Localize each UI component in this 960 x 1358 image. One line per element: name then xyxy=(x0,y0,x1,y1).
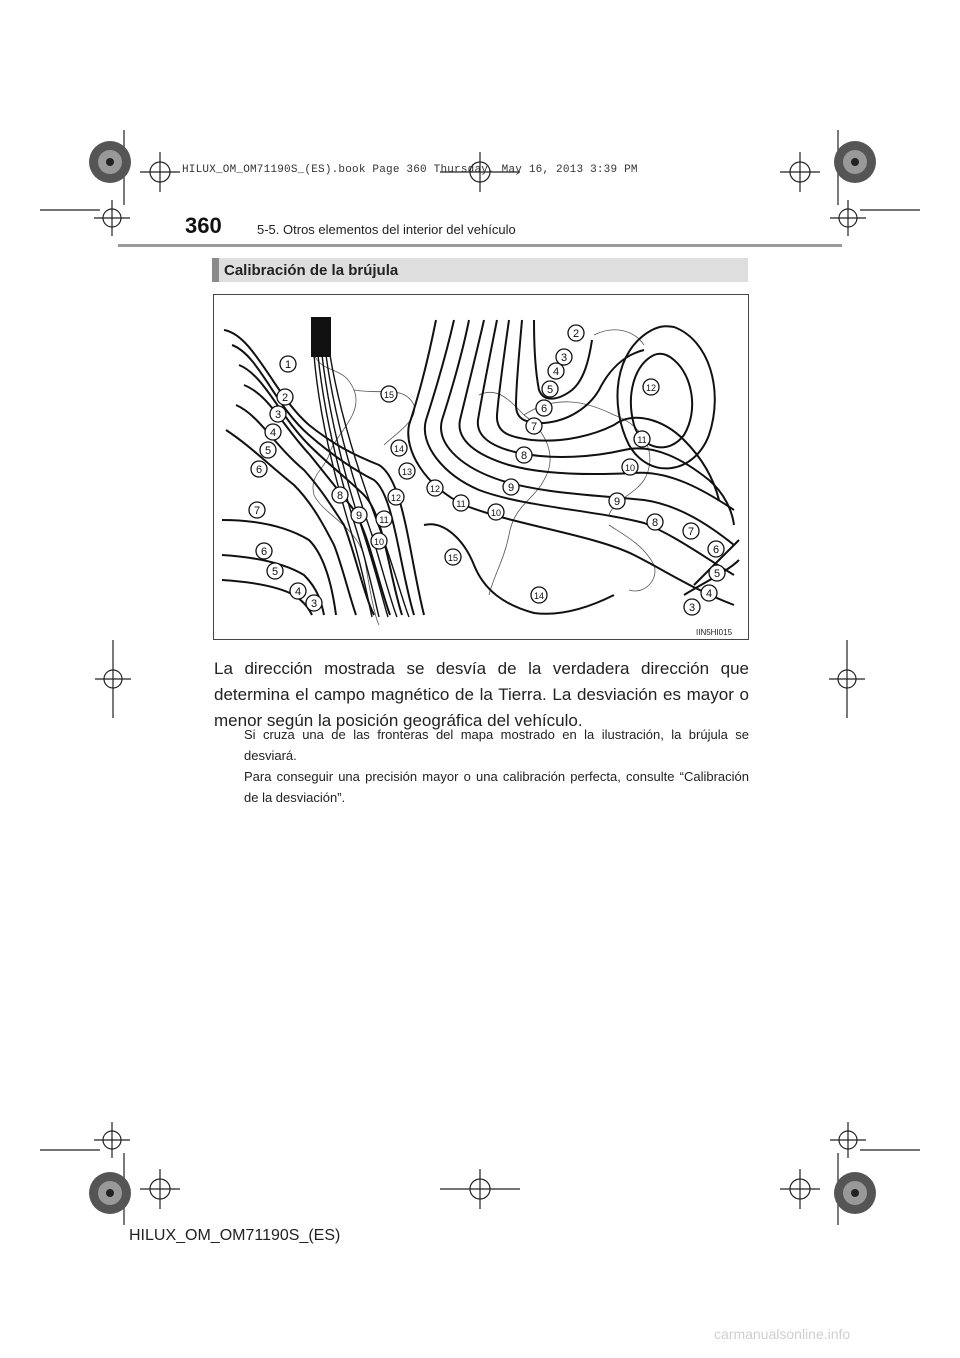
note-1: Si cruza una de las fronteras del mapa mostrado en la ilustración, la brújula se desviará. xyxy=(244,727,749,763)
svg-text:8: 8 xyxy=(520,450,528,462)
svg-text:8: 8 xyxy=(651,517,659,529)
svg-text:12: 12 xyxy=(390,493,402,503)
svg-text:3: 3 xyxy=(310,598,318,610)
svg-text:14: 14 xyxy=(393,444,405,454)
svg-text:12: 12 xyxy=(429,484,441,494)
zone-label-7 xyxy=(683,523,699,539)
svg-text:7: 7 xyxy=(687,526,695,538)
zone-label-12 xyxy=(427,480,443,496)
running-header: 5-5. Otros elementos del interior del vehículo xyxy=(257,222,516,237)
svg-text:2: 2 xyxy=(281,392,289,404)
zone-label-6 xyxy=(251,461,267,477)
svg-text:9: 9 xyxy=(507,482,515,494)
svg-text:4: 4 xyxy=(552,366,560,378)
zone-label-1 xyxy=(280,356,296,372)
zone-label-7 xyxy=(249,502,265,518)
zone-label-4 xyxy=(701,585,717,601)
svg-text:4: 4 xyxy=(269,427,277,439)
note-2: Para conseguir una precisión mayor o una calibración perfecta, consulte “Calibración de la desviación”. xyxy=(244,769,749,805)
isogonic-lines xyxy=(222,320,739,615)
svg-text:9: 9 xyxy=(355,510,363,522)
svg-text:15: 15 xyxy=(383,390,395,400)
zone-label-8 xyxy=(516,447,532,463)
svg-text:5: 5 xyxy=(264,445,272,457)
zone-label-9 xyxy=(503,479,519,495)
svg-text:9: 9 xyxy=(613,496,621,508)
svg-text:5: 5 xyxy=(546,384,554,396)
zone-label-2 xyxy=(568,325,584,341)
zone-label-13 xyxy=(399,463,415,479)
svg-text:14: 14 xyxy=(533,591,545,601)
svg-text:4: 4 xyxy=(705,588,713,600)
svg-text:3: 3 xyxy=(274,409,282,421)
zone-label-10 xyxy=(488,504,504,520)
zone-label-6 xyxy=(708,541,724,557)
zone-label-11 xyxy=(376,511,392,527)
book-file-tag: HILUX_OM_OM71190S_(ES).book Page 360 Thursday, May 16, 2013 3:39 PM xyxy=(182,164,638,176)
svg-text:5: 5 xyxy=(713,568,721,580)
svg-text:12: 12 xyxy=(645,383,657,393)
zone-label-12 xyxy=(643,379,659,395)
svg-text:6: 6 xyxy=(712,544,720,556)
zone-label-2 xyxy=(277,389,293,405)
svg-text:6: 6 xyxy=(260,546,268,558)
zone-label-15 xyxy=(381,386,397,402)
zone-label-5 xyxy=(709,565,725,581)
svg-text:5: 5 xyxy=(271,566,279,578)
svg-text:10: 10 xyxy=(490,508,502,518)
zone-label-3 xyxy=(270,406,286,422)
svg-text:6: 6 xyxy=(255,464,263,476)
zone-label-4 xyxy=(290,583,306,599)
watermark: carmanualsonline.info xyxy=(714,1326,851,1342)
zone-label-3 xyxy=(556,349,572,365)
svg-text:13: 13 xyxy=(401,467,413,477)
zone-label-4 xyxy=(548,363,564,379)
zone-label-10 xyxy=(622,459,638,475)
zone-label-4 xyxy=(265,424,281,440)
zone-map xyxy=(214,295,750,641)
zone-label-14 xyxy=(531,587,547,603)
compass-zone-map-figure xyxy=(213,294,749,640)
svg-text:7: 7 xyxy=(530,421,538,433)
svg-text:7: 7 xyxy=(253,505,261,517)
figure-code: IIN5HI015 xyxy=(696,628,733,637)
zone-label-3 xyxy=(684,599,700,615)
zone-label-8 xyxy=(332,487,348,503)
page-number: 360 xyxy=(185,213,222,238)
zone-label-6 xyxy=(256,543,272,559)
svg-text:4: 4 xyxy=(294,586,302,598)
zone-label-14 xyxy=(391,440,407,456)
zone-label-15 xyxy=(445,549,461,565)
svg-text:10: 10 xyxy=(373,537,385,547)
body-paragraph: La dirección mostrada se desvía de la verdadera dirección que determina el campo magnético de la Tierra. La desviación es mayor o menor según la posición geográfica del vehículo. xyxy=(214,659,749,730)
zone-label-5 xyxy=(542,381,558,397)
footer-document-code: HILUX_OM_OM71190S_(ES) xyxy=(129,1227,341,1244)
zone-label-3 xyxy=(306,595,322,611)
zone-label-5 xyxy=(260,442,276,458)
svg-text:3: 3 xyxy=(688,602,696,614)
zone-label-11 xyxy=(453,495,469,511)
zone-label-12 xyxy=(388,489,404,505)
svg-text:2: 2 xyxy=(572,328,580,340)
svg-text:1: 1 xyxy=(284,359,292,371)
svg-text:6: 6 xyxy=(540,403,548,415)
zone-label-11 xyxy=(634,431,650,447)
zone-label-7 xyxy=(526,418,542,434)
svg-text:11: 11 xyxy=(637,435,647,445)
section-title: Calibración de la brújula xyxy=(224,262,399,279)
header-rule xyxy=(118,244,842,247)
svg-text:11: 11 xyxy=(456,499,466,509)
svg-text:11: 11 xyxy=(379,515,389,525)
svg-text:15: 15 xyxy=(447,553,459,563)
svg-text:10: 10 xyxy=(624,463,636,473)
zone-label-10 xyxy=(371,533,387,549)
svg-text:3: 3 xyxy=(560,352,568,364)
zone-label-6 xyxy=(536,400,552,416)
svg-text:8: 8 xyxy=(336,490,344,502)
zone-label-5 xyxy=(267,563,283,579)
zone-label-8 xyxy=(647,514,663,530)
zone-label-9 xyxy=(351,507,367,523)
zone-label-9 xyxy=(609,493,625,509)
